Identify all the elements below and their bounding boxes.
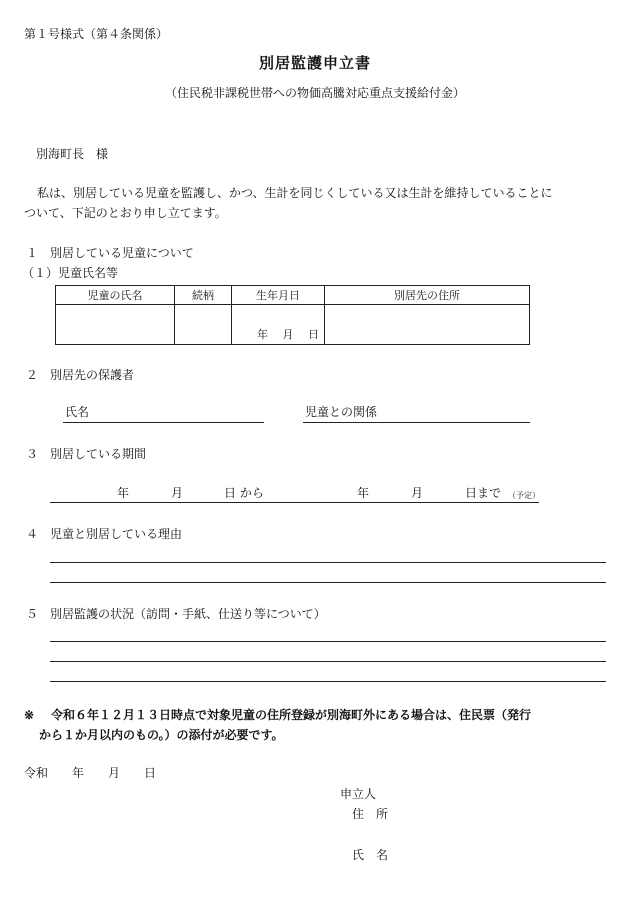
addressee: 別海町長 様 — [36, 147, 109, 161]
intro-line-1: 私は、別居している児童を監護し、かつ、生計を同じくしている又は生計を維持していることに — [37, 186, 553, 200]
table-row — [56, 305, 530, 345]
status-line-3[interactable] — [50, 681, 606, 682]
status-line-2[interactable] — [50, 661, 606, 662]
note-mark: ※ — [24, 708, 35, 722]
reason-line-1[interactable] — [50, 562, 606, 563]
section-3-heading: ３ 別居している期間 — [26, 447, 147, 461]
guardian-name-label: 氏名 — [65, 405, 90, 419]
period-to-year: 年 — [357, 486, 370, 500]
date-line: 令和 年 月 日 — [24, 766, 157, 780]
form-number: 第１号様式（第４条関係） — [24, 27, 169, 41]
column-header-birth-date: 生年月日 — [232, 286, 325, 305]
children-table — [55, 285, 530, 345]
applicant-label: 申立人 — [340, 787, 377, 801]
birth-date-cell[interactable] — [232, 305, 325, 345]
child-name-cell[interactable] — [56, 305, 175, 345]
section-2-heading: ２ 別居先の保護者 — [26, 368, 135, 382]
relationship-cell[interactable] — [175, 305, 232, 345]
applicant-address-label: 住 所 — [352, 807, 389, 821]
period-from-year: 年 — [117, 486, 130, 500]
note-line-2: から１か月以内のもの。）の添付が必要です。 — [39, 728, 284, 742]
section-1-heading: １ 別居している児童について — [26, 246, 194, 260]
table-header-row — [56, 286, 530, 305]
applicant-name-label: 氏 名 — [352, 848, 389, 862]
period-field-line[interactable] — [50, 502, 539, 503]
period-to-day: 日まで — [465, 486, 502, 500]
page-subtitle: （住民税非課税世帯への物価高騰対応重点支援給付金） — [164, 86, 465, 100]
column-header-child-name: 児童の氏名 — [56, 286, 175, 305]
section-1-subheading: （１）児童氏名等 — [22, 266, 119, 280]
column-header-relationship: 続柄 — [175, 286, 232, 305]
relation-label: 児童との関係 — [305, 405, 378, 419]
period-from-month: 月 — [171, 486, 184, 500]
note-line-1: 令和６年１２月１３日時点で対象児童の住所登録が別海町外にある場合は、住民票（発行 — [51, 708, 532, 722]
relation-field[interactable] — [303, 422, 530, 423]
page-title: 別居監護申立書 — [258, 54, 371, 72]
period-to-month: 月 — [411, 486, 424, 500]
planned-note: （予定） — [508, 491, 540, 500]
column-header-address: 別居先の住所 — [325, 286, 530, 305]
birth-date-placeholder: 年 月 日 — [257, 328, 319, 341]
section-4-heading: ４ 児童と別居している理由 — [26, 527, 183, 541]
section-5-heading: ５ 別居監護の状況（訪問・手紙、仕送り等について） — [26, 607, 326, 621]
intro-line-2: ついて、下記のとおり申し立てます。 — [24, 206, 227, 220]
period-from-day: 日 から — [224, 486, 264, 500]
status-line-1[interactable] — [50, 641, 606, 642]
address-cell[interactable] — [325, 305, 530, 345]
guardian-name-field[interactable] — [63, 422, 264, 423]
reason-line-2[interactable] — [50, 582, 606, 583]
